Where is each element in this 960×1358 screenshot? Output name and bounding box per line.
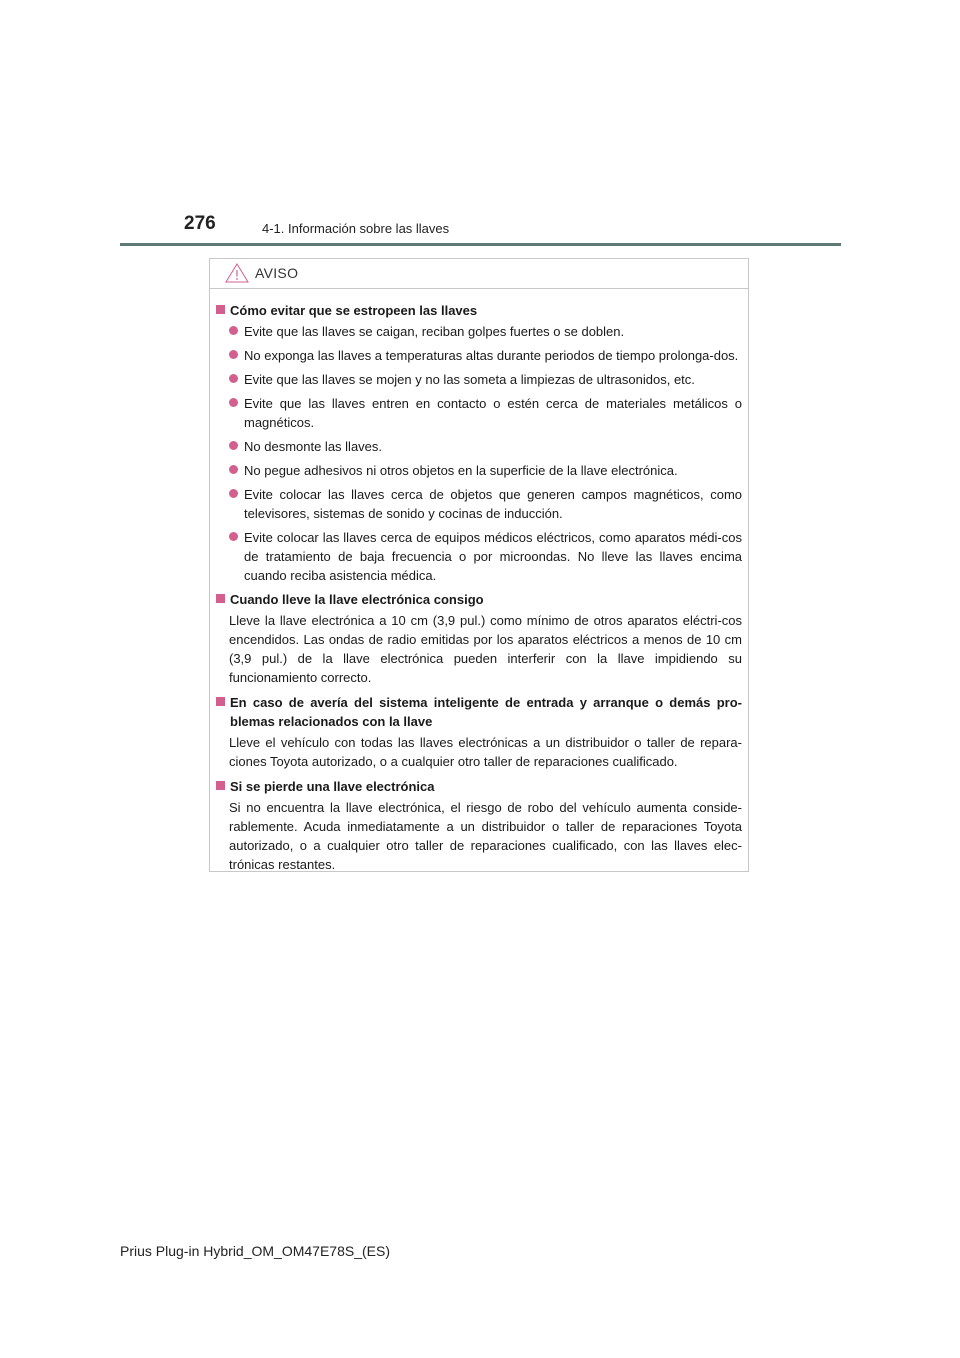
section-title: Cuando lleve la llave electrónica consigo (230, 592, 484, 607)
warning-body (210, 289, 748, 874)
list-item: No pegue adhesivos ni otros objetos en la superficie de la llave electrónica. (216, 461, 742, 480)
list-item: Evite colocar las llaves cerca de objetos que generen campos magnéticos, como televisores, sistemas de sonido y cocinas de inducción. (216, 485, 742, 523)
section-text: Si no encuentra la llave electrónica, el riesgo de robo del vehículo aumenta conside-rablemente. Acuda inmediatamente a un distribuidor o taller de reparaciones Toyota autorizado, o a cualquier otro taller de reparaciones cualificado, con las llaves elec-trónicas restantes. (229, 800, 742, 872)
square-bullet-icon (216, 697, 225, 706)
section-carrying-key (216, 590, 742, 687)
warning-title: AVISO (255, 265, 299, 281)
section-system-failure (216, 693, 742, 771)
circle-bullet-icon (229, 350, 238, 359)
section-title: Cómo evitar que se estropeen las llaves (230, 303, 478, 318)
square-bullet-icon (216, 781, 225, 790)
section-text: Lleve la llave electrónica a 10 cm (3,9 pul.) como mínimo de otros aparatos eléctri-cos encendidos. Las ondas de radio emitidas por los aparatos eléctricos a menos de 10 cm (3,9 pul.) de la llave electrónica pueden interferir con la llave impidiendo su funcionamiento correcto. (229, 613, 742, 685)
circle-bullet-icon (229, 532, 238, 541)
square-bullet-icon (216, 594, 225, 603)
page-header (0, 0, 960, 250)
list-item: Evite que las llaves entren en contacto o estén cerca de materiales metálicos o magnéticos. (216, 394, 742, 432)
warning-triangle-icon (225, 263, 249, 283)
list-item: Evite colocar las llaves cerca de equipos médicos eléctricos, como aparatos médi-cos de tratamiento de baja frecuencia o por microondas. No lleve las llaves encima cuando reciba asistencia médica. (216, 528, 742, 585)
circle-bullet-icon (229, 374, 238, 383)
document-footer: Prius Plug-in Hybrid_OM_OM47E78S_(ES) (120, 1243, 390, 1259)
section-text: Lleve el vehículo con todas las llaves electrónicas a un distribuidor o taller de repara-ciones Toyota autorizado, o a cualquier otro taller de reparaciones cualificado. (229, 735, 742, 769)
list-item: Evite que las llaves se caigan, reciban golpes fuertes o se doblen. (216, 322, 742, 341)
section-title: 4-1. Información sobre las llaves (262, 221, 450, 236)
page-number: 276 (184, 213, 216, 234)
section-lost-key (216, 777, 742, 874)
list-item: No exponga las llaves a temperaturas altas durante periodos de tiempo prolonga-dos. (216, 346, 742, 365)
circle-bullet-icon (229, 489, 238, 498)
list-item: Evite que las llaves se mojen y no las someta a limpiezas de ultrasonidos, etc. (216, 370, 742, 389)
list-item: No desmonte las llaves. (216, 437, 742, 456)
section-title: En caso de avería del sistema inteligente de entrada y arranque o demás pro-blemas relacionados con la llave (230, 695, 742, 729)
circle-bullet-icon (229, 398, 238, 407)
circle-bullet-icon (229, 441, 238, 450)
header-divider (120, 243, 841, 246)
circle-bullet-icon (229, 326, 238, 335)
section-prevent-damage (216, 301, 742, 585)
square-bullet-icon (216, 305, 225, 314)
warning-box (209, 258, 749, 872)
warning-header (210, 259, 748, 289)
section-title: Si se pierde una llave electrónica (230, 779, 435, 794)
circle-bullet-icon (229, 465, 238, 474)
